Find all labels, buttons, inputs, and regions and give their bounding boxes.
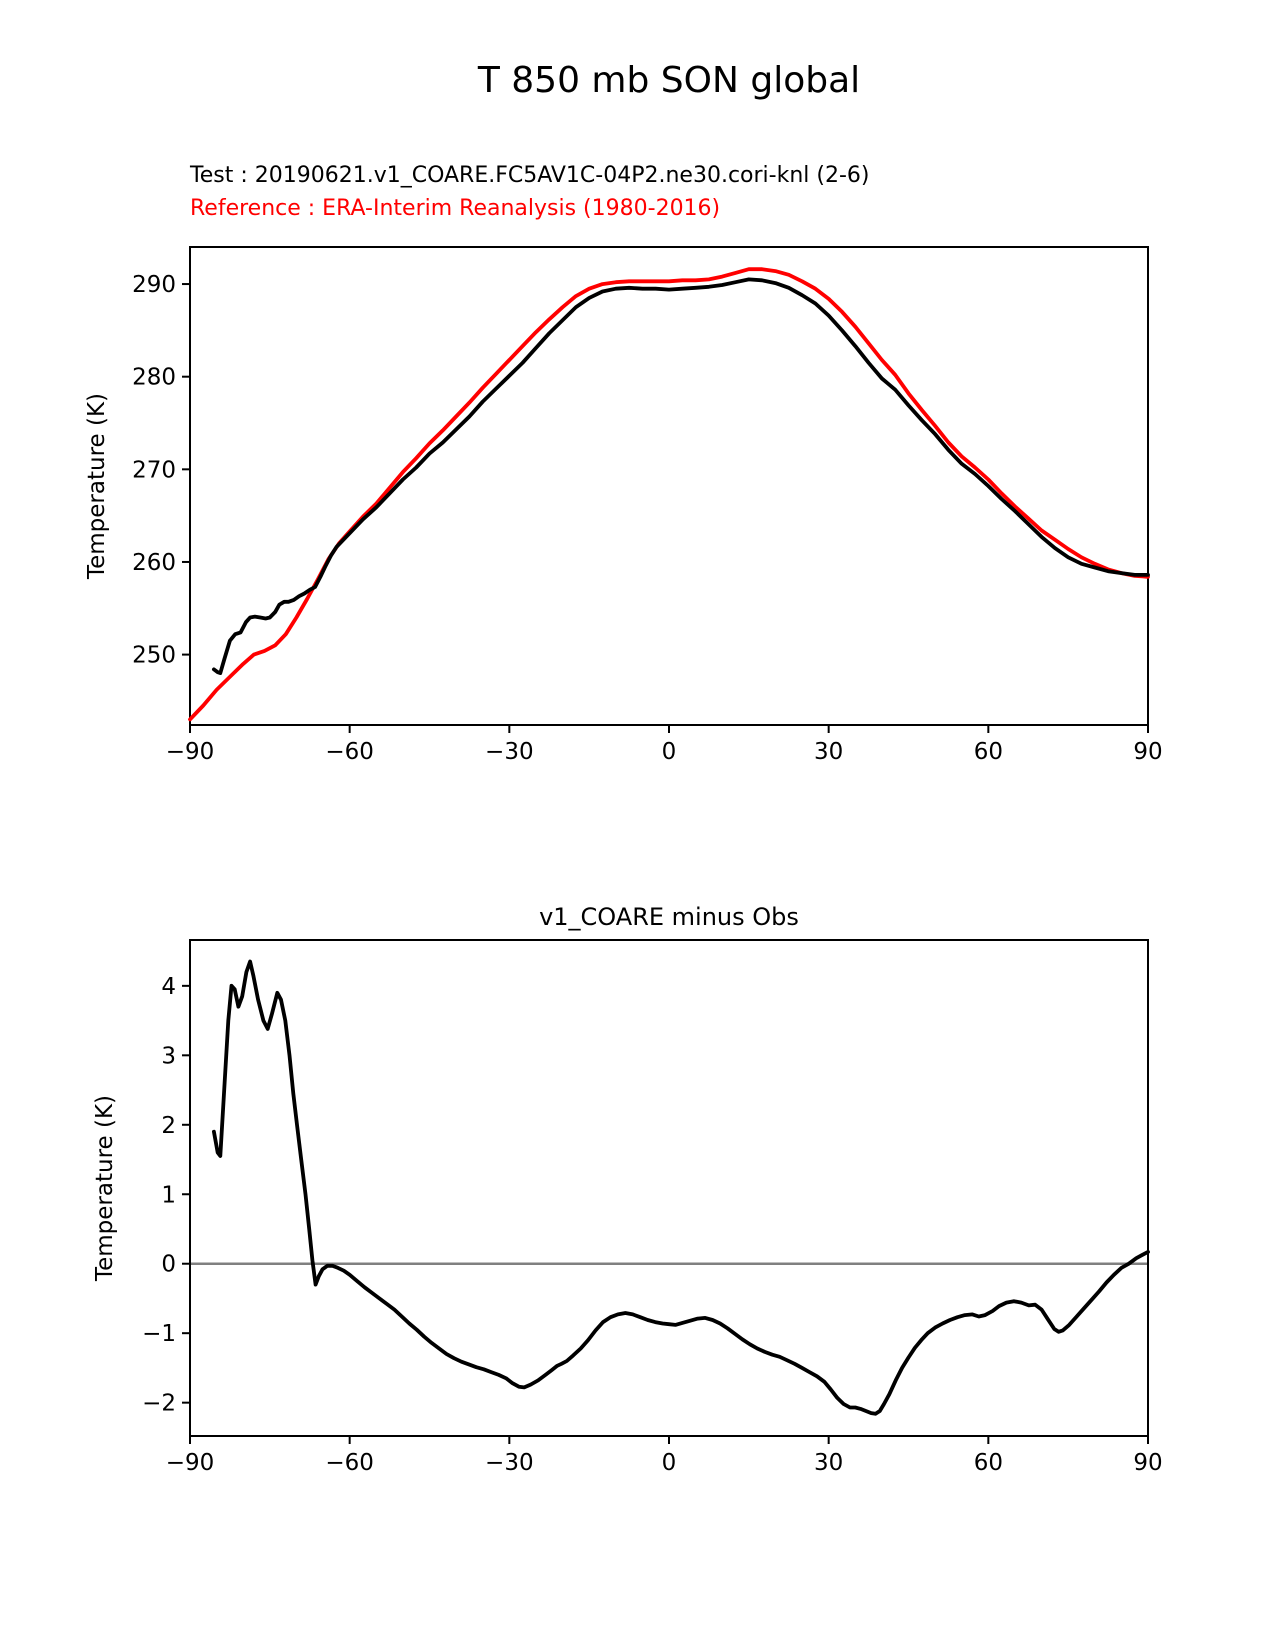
test-legend-line: Test : 20190621.v1_COARE.FC5AV1C-04P2.ne30.cori-knl (2-6)	[190, 163, 870, 188]
y-tick-label: 2	[161, 1112, 176, 1139]
x-tick-label: −90	[165, 739, 215, 765]
difference-y-axis-label: Temperature (K)	[92, 1094, 118, 1282]
top-y-axis-label: Temperature (K)	[84, 392, 110, 580]
reference-legend-line: Reference : ERA-Interim Reanalysis (1980-2016)	[190, 196, 721, 221]
x-tick-label: 60	[973, 739, 1003, 765]
y-tick-label: 0	[161, 1251, 176, 1278]
x-tick-label: 60	[973, 1450, 1003, 1476]
x-tick-label: 30	[814, 1450, 844, 1476]
y-tick-label: −2	[142, 1390, 176, 1417]
y-tick-label: −1	[142, 1321, 176, 1348]
x-tick-label: 0	[661, 739, 677, 765]
reference-curve	[190, 269, 1148, 719]
y-tick-label: 280	[132, 364, 176, 391]
x-tick-label: −90	[165, 1450, 215, 1476]
y-tick-label: 1	[161, 1182, 176, 1209]
difference-chart-title: v1_COARE minus Obs	[539, 903, 799, 931]
y-tick-label: 4	[161, 973, 176, 1000]
y-tick-label: 270	[132, 457, 176, 484]
plot-frame	[190, 940, 1148, 1436]
difference-chart	[92, 903, 1163, 1476]
y-tick-label: 250	[132, 642, 176, 669]
x-tick-label: −30	[485, 1450, 534, 1476]
x-tick-label: 90	[1133, 739, 1163, 765]
y-tick-label: 290	[132, 272, 176, 299]
plot-frame	[190, 247, 1148, 725]
y-tick-label: 260	[132, 549, 176, 576]
difference-curve	[214, 962, 1148, 1414]
figure-title: T 850 mb SON global	[477, 60, 861, 101]
x-tick-label: 30	[814, 739, 844, 765]
x-tick-label: −60	[325, 1450, 374, 1476]
x-tick-label: 90	[1133, 1450, 1163, 1476]
x-tick-label: 0	[661, 1450, 677, 1476]
test-curve	[214, 279, 1148, 673]
top-chart	[84, 247, 1163, 765]
x-tick-label: −60	[325, 739, 374, 765]
y-tick-label: 3	[161, 1043, 176, 1070]
x-tick-label: −30	[485, 739, 534, 765]
